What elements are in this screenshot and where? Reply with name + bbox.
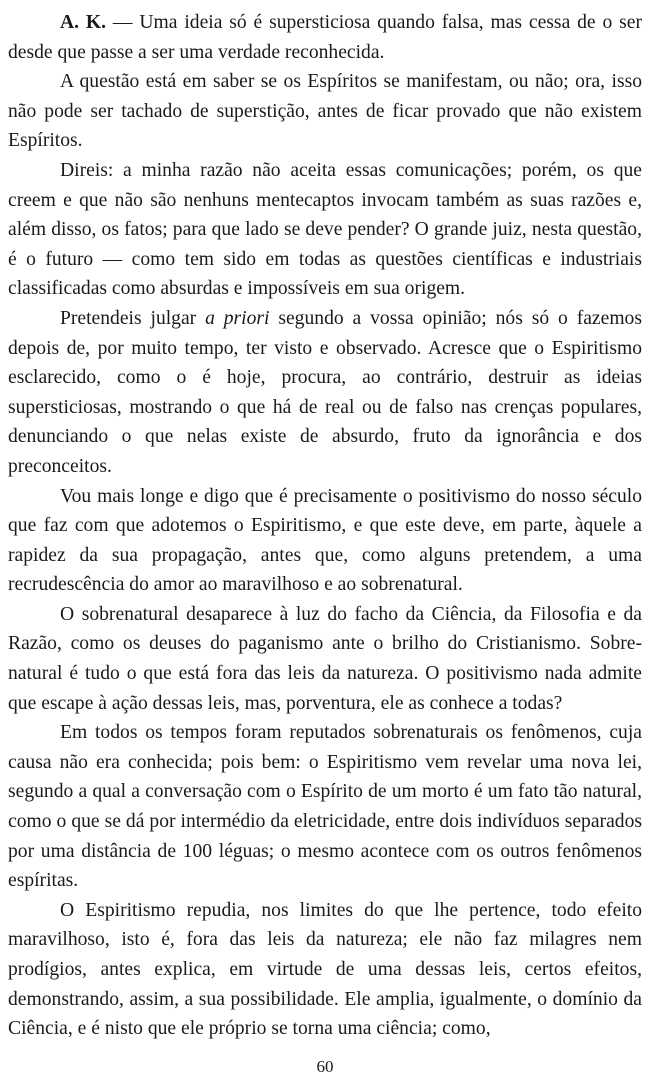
speaker-label: A. K. <box>60 12 107 33</box>
page-body <box>8 8 642 1044</box>
paragraph-6: O sobrenatural desaparece à luz do facho da Ciência, da Filosofia e da Razão, como os deuses do paganismo ante o brilho do Cristianismo. Sobrenatural é tudo o que está fora das leis da natureza. O positivismo nada admite que escape à ação dessas leis, mas, porventura, ele as conhece a todas? <box>8 603 642 714</box>
paragraph-4-after: segundo a vossa opinião; nós só o fazemos depois de, por muito tempo, ter visto e observado. Acresce que o Espiritismo esclarecido, como o é hoje, procura, ao contrário, destruir as ideias supersticiosas, mostrando o que há de real ou de falso nas crenças populares, denunciando o que nelas existe de absurdo, fruto da ignorância e dos preconceitos. <box>8 307 642 477</box>
page-number: 60 <box>316 1057 334 1076</box>
paragraph-2: A questão está em saber se os Espíritos se manifestam, ou não; ora, isso não pode ser tachado de superstição, antes de ficar provado que não existem Espíritos. <box>8 71 642 152</box>
paragraph-3: Direis: a minha razão não aceita essas comunicações; porém, os que creem e que não são nenhuns mentecaptos invocam também as suas razões e, além disso, os fatos; para que lado se deve pender? O grande juiz, nesta questão, é o futuro — como tem sido em todas as questões científicas e industriais classificadas como absurdas e impossíveis em sua origem. <box>8 159 642 300</box>
paragraph-1 <box>8 8 642 67</box>
paragraph-4-italic: a priori <box>205 307 270 329</box>
paragraph-8: O Espiritismo repudia, nos limites do que lhe pertence, todo efeito maravilhoso, isto é, fora das leis da natureza; ele não faz milagres nem prodígios, antes explica, em virtude de uma dessas leis, certos efeitos, demonstrando, assim, a sua possibilidade. Ele amplia, igualmente, o domínio da Ciência, e é nisto que ele próprio se torna uma ciência; como, <box>8 899 642 1040</box>
paragraph-4-before: Pretendeis julgar <box>60 307 206 329</box>
paragraph-7: Em todos os tempos foram reputados sobrenaturais os fenômenos, cuja causa não era conhecida; pois bem: o Espiritismo vem revelar uma nova lei, segundo a qual a conversação com o Espírito de um morto é um fato tão natural, como o que se dá por intermédio da eletricidade, entre dois indivíduos separados por uma distância de 100 léguas; o mesmo acontece com os outros fenômenos espíritas. <box>8 722 642 892</box>
paragraph-5: Vou mais longe e digo que é precisamente o positivismo do nosso século que faz com que adotemos o Espiritismo, e que este deve, em parte, àquele a rapidez da sua propagação, antes que, como alguns pretendem, a uma recrudescência do amor ao maravilhoso e ao sobrenatural. <box>8 485 642 596</box>
paragraph-1-text: — Uma ideia só é supersticiosa quando falsa, mas cessa de o ser desde que passe a ser uma verdade reconhecida. <box>8 12 642 63</box>
paragraph-4 <box>8 304 642 482</box>
